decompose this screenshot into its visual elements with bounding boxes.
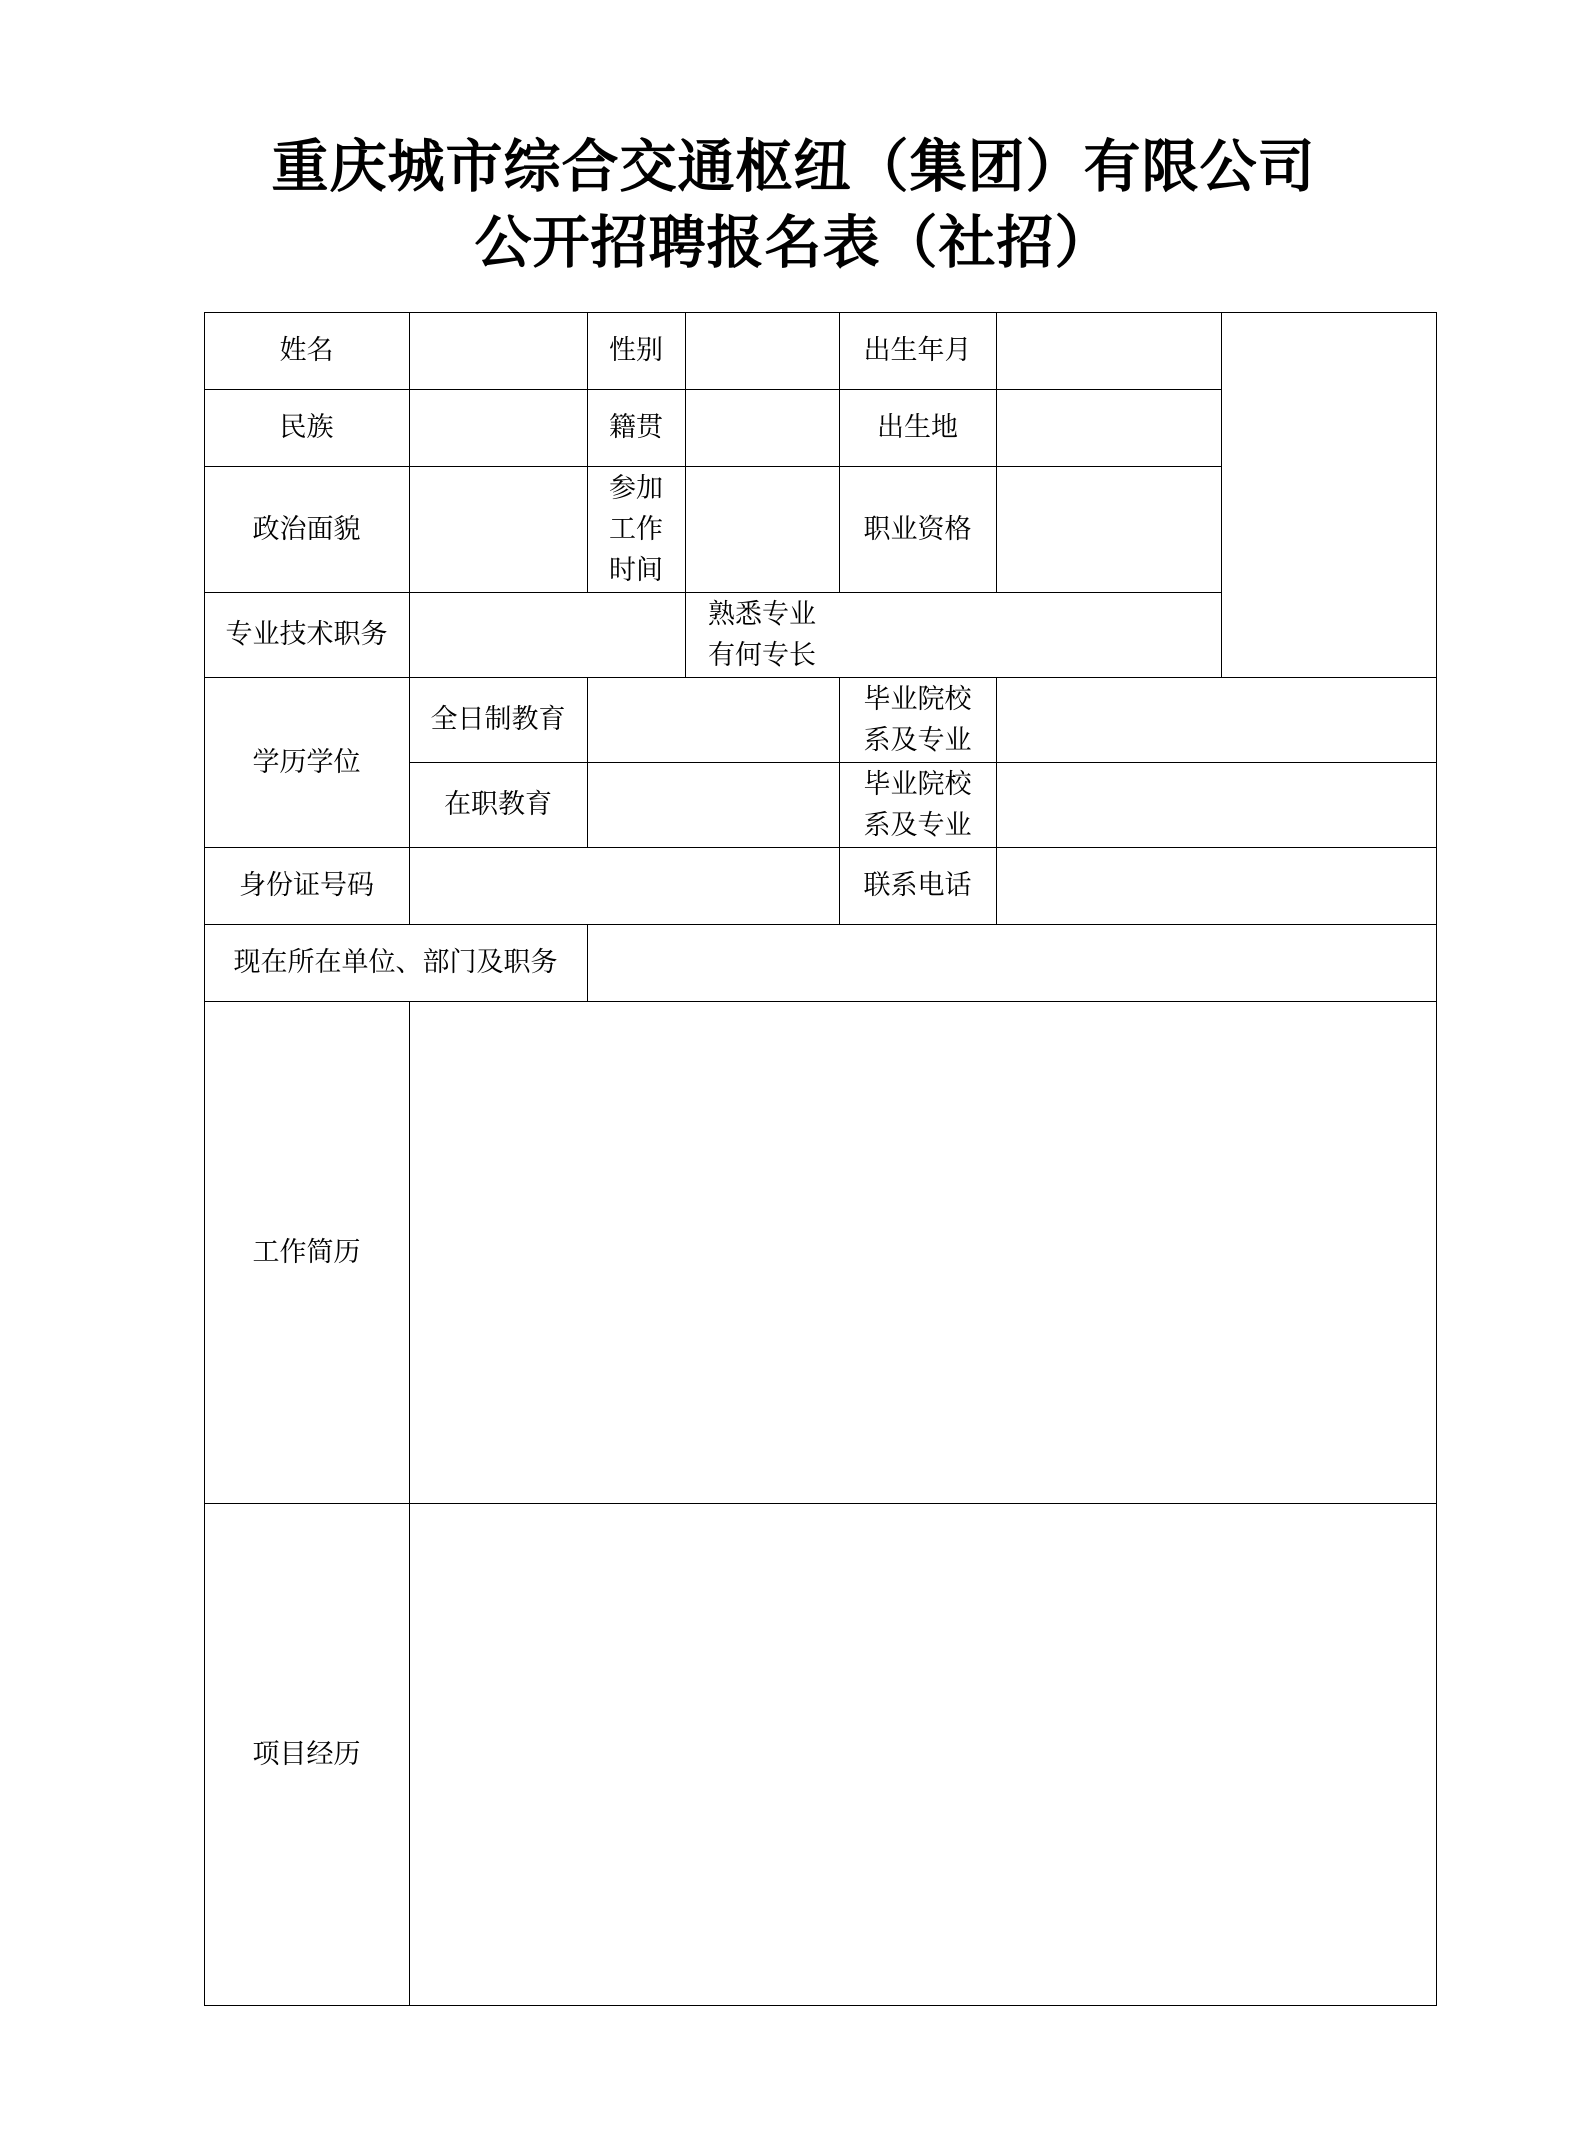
expertise-field[interactable] — [839, 592, 1221, 677]
gender-field[interactable] — [685, 312, 839, 389]
inservice-education-field[interactable] — [587, 762, 839, 847]
birthplace-field[interactable] — [996, 389, 1221, 466]
label-expertise: 熟悉专业 有何专长 — [708, 598, 816, 671]
label-current-employer: 现在所在单位、部门及职务 — [233, 947, 558, 978]
name-field[interactable] — [409, 312, 587, 389]
ethnicity-field[interactable] — [409, 389, 587, 466]
label-technical-title: 专业技术职务 — [225, 619, 388, 650]
form-title-line1: 重庆城市综合交通枢纽（集团）有限公司 — [271, 133, 1316, 200]
label-project-experience: 项目经历 — [252, 1738, 361, 1770]
phone-field[interactable] — [996, 847, 1436, 924]
professional-qualification-field[interactable] — [996, 466, 1221, 592]
photo-area[interactable] — [1221, 312, 1436, 677]
fulltime-education-field[interactable] — [587, 677, 839, 762]
label-work-history: 工作简历 — [252, 1236, 361, 1268]
form-title-line2: 公开招聘报名表（社招） — [474, 209, 1113, 276]
label-inservice-education: 在职教育 — [444, 789, 552, 820]
label-fulltime-school: 毕业院校 系及专业 — [863, 683, 972, 756]
work-history-field[interactable] — [409, 1001, 1436, 1503]
label-work-start: 参加 工作 时间 — [609, 472, 663, 586]
project-experience-field[interactable] — [409, 1503, 1436, 2005]
native-place-field[interactable] — [685, 389, 839, 466]
label-inservice-school: 毕业院校 系及专业 — [863, 768, 972, 841]
work-start-field[interactable] — [685, 466, 839, 592]
label-birth-date: 出生年月 — [863, 335, 972, 366]
fulltime-school-field[interactable] — [996, 677, 1436, 762]
id-number-field[interactable] — [409, 847, 839, 924]
current-employer-field[interactable] — [587, 924, 1436, 1001]
label-native-place: 籍贯 — [609, 412, 663, 443]
label-professional-qualification: 职业资格 — [863, 513, 972, 545]
label-name: 姓名 — [279, 335, 334, 366]
label-ethnicity: 民族 — [279, 412, 334, 443]
label-education-degree: 学历学位 — [252, 746, 361, 778]
birth-date-field[interactable] — [996, 312, 1221, 389]
label-phone: 联系电话 — [863, 870, 972, 901]
political-status-field[interactable] — [409, 466, 587, 592]
technical-title-field[interactable] — [409, 592, 685, 677]
label-political-status: 政治面貌 — [252, 513, 361, 545]
label-gender: 性别 — [609, 335, 663, 366]
label-id-number: 身份证号码 — [239, 870, 374, 901]
inservice-school-field[interactable] — [996, 762, 1436, 847]
label-fulltime-education: 全日制教育 — [430, 704, 566, 735]
label-birthplace: 出生地 — [877, 412, 958, 443]
